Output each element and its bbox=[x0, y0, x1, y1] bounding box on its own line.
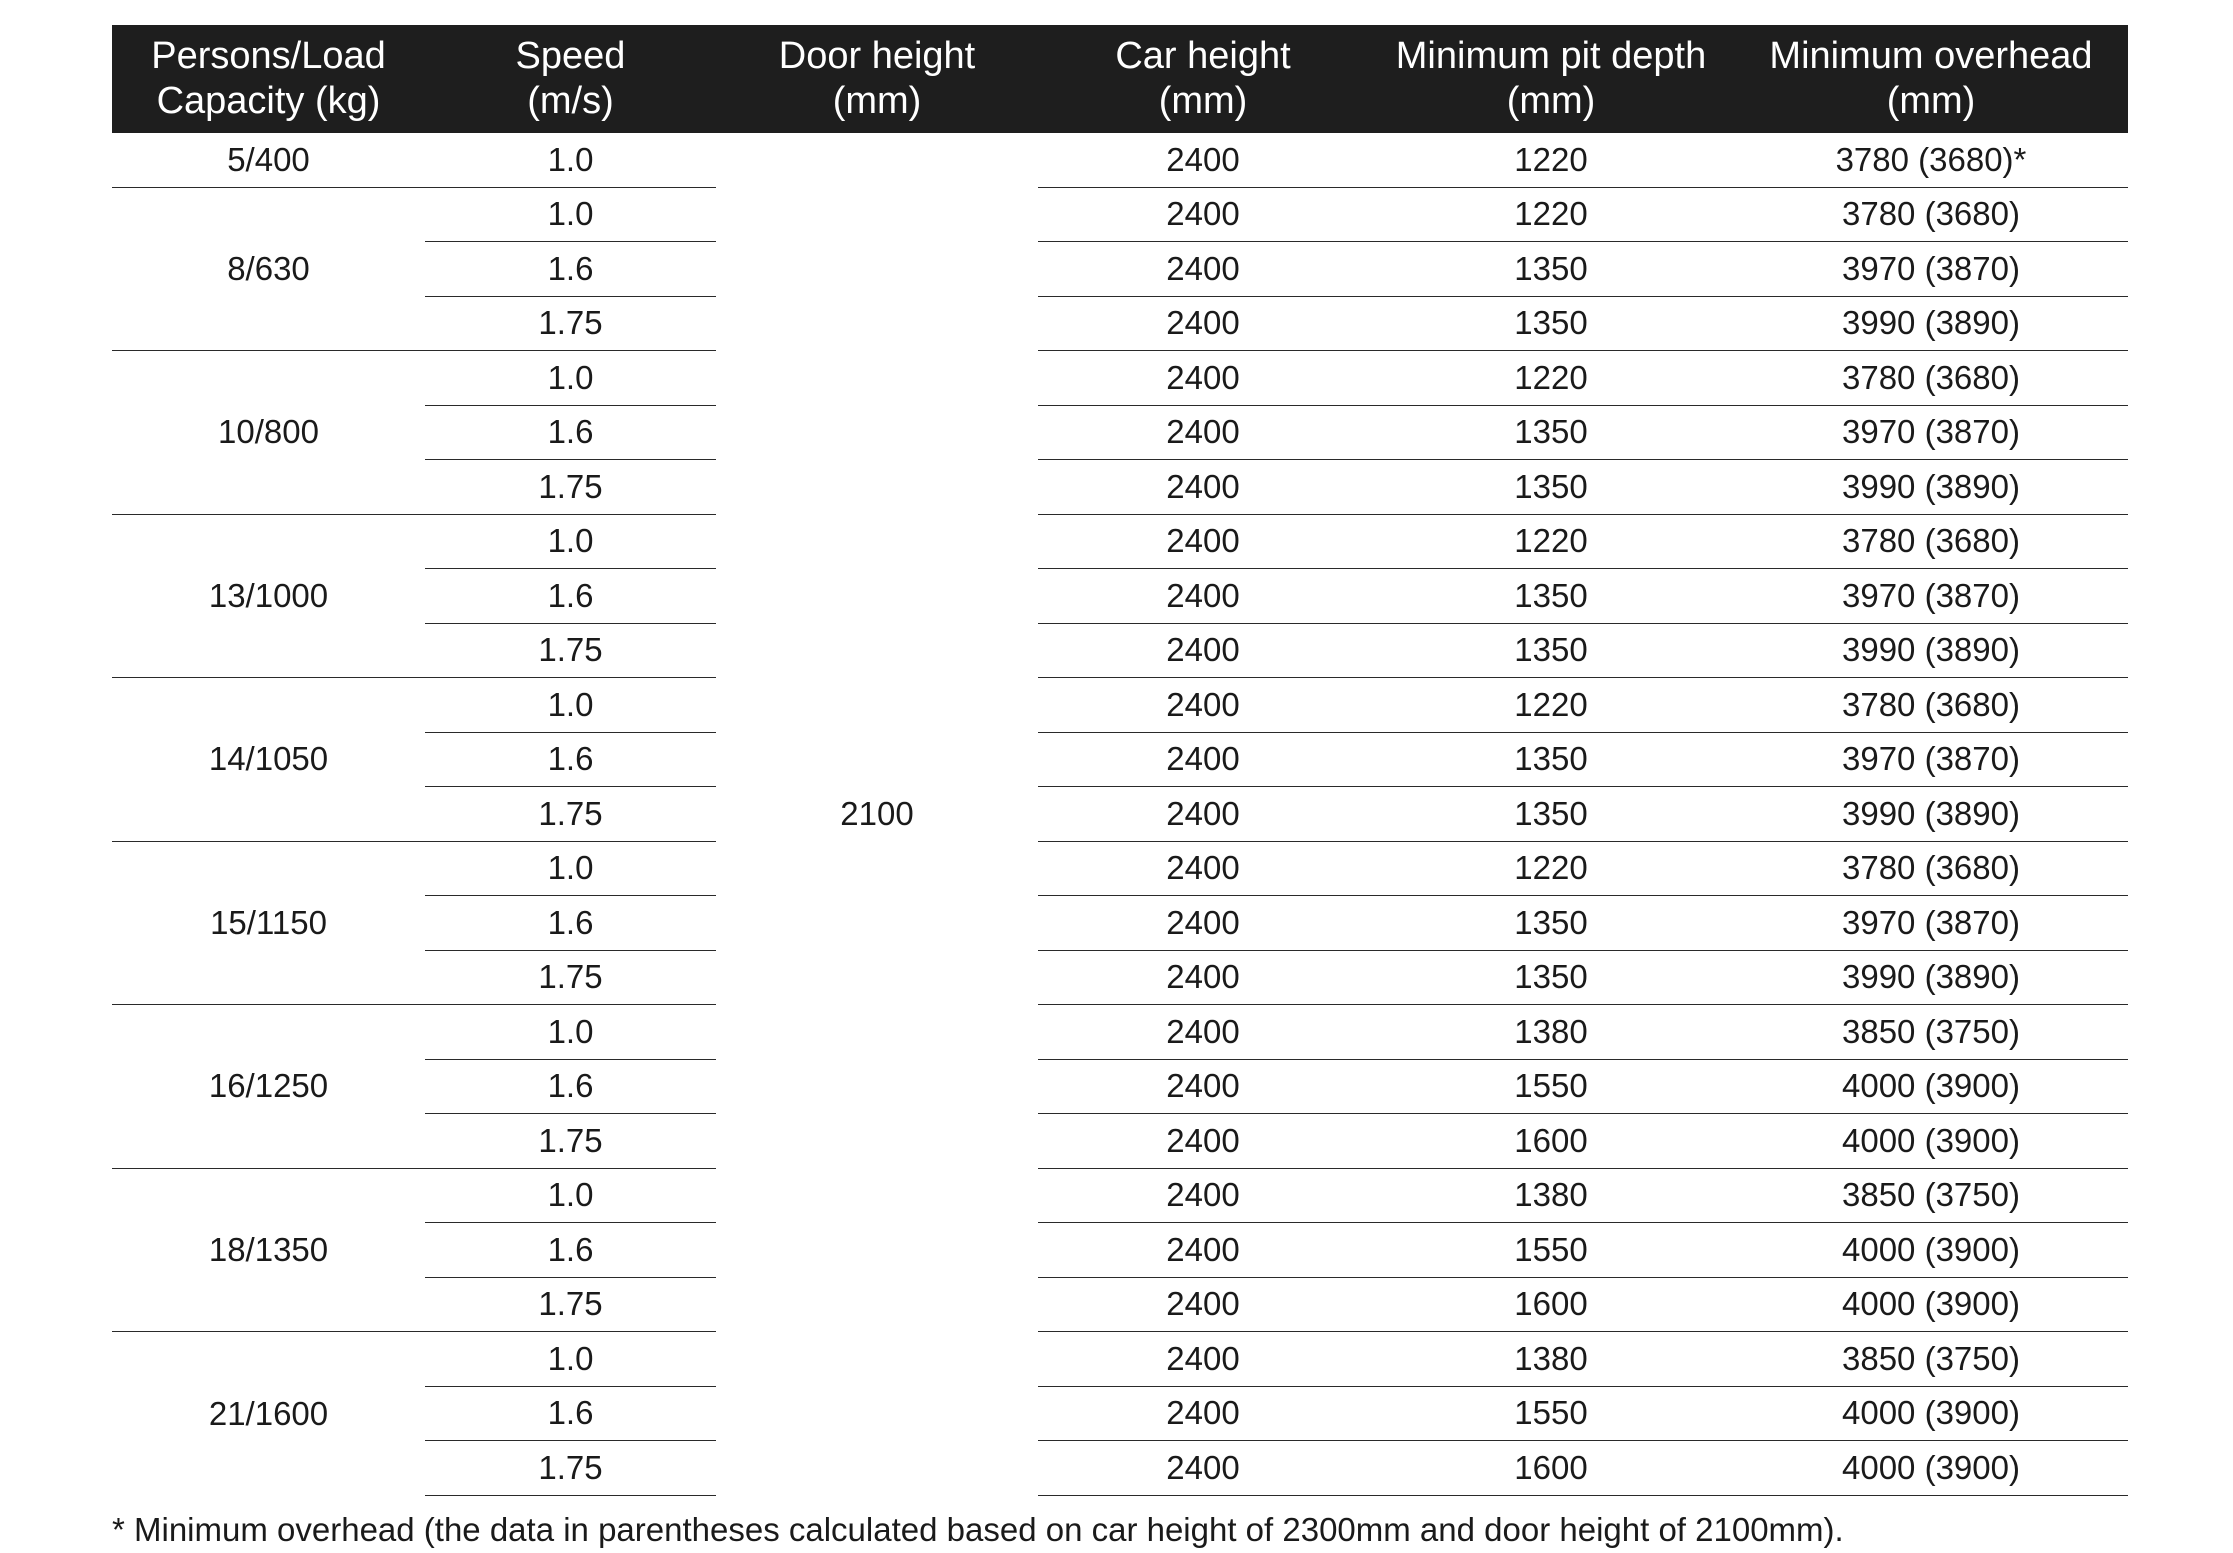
speed-cell: 1.0 bbox=[425, 1332, 716, 1387]
speed-cell: 1.6 bbox=[425, 896, 716, 951]
pit-depth-cell: 1380 bbox=[1368, 1168, 1734, 1223]
car-height-cell: 2400 bbox=[1038, 896, 1368, 951]
speed-cell: 1.0 bbox=[425, 187, 716, 242]
overhead-cell: 3970 (3870) bbox=[1734, 405, 2128, 460]
speed-cell: 1.0 bbox=[425, 1168, 716, 1223]
capacity-cell: 21/1600 bbox=[112, 1332, 425, 1496]
speed-cell: 1.0 bbox=[425, 1005, 716, 1060]
table-row bbox=[112, 1332, 2128, 1387]
speed-cell: 1.6 bbox=[425, 1059, 716, 1114]
header-pit-depth bbox=[1368, 25, 1734, 133]
speed-cell: 1.75 bbox=[425, 460, 716, 515]
table-row bbox=[112, 678, 2128, 733]
speed-cell: 1.0 bbox=[425, 514, 716, 569]
header-line: Car height bbox=[1115, 35, 1291, 77]
speed-cell: 1.0 bbox=[425, 841, 716, 896]
table-row bbox=[112, 841, 2128, 896]
header-overhead bbox=[1734, 25, 2128, 133]
car-height-cell: 2400 bbox=[1038, 623, 1368, 678]
header-line: (mm) bbox=[832, 80, 922, 122]
pit-depth-cell: 1350 bbox=[1368, 623, 1734, 678]
capacity-cell: 15/1150 bbox=[112, 841, 425, 1005]
header-speed bbox=[425, 25, 716, 133]
car-height-cell: 2400 bbox=[1038, 1441, 1368, 1496]
car-height-cell: 2400 bbox=[1038, 405, 1368, 460]
overhead-cell: 4000 (3900) bbox=[1734, 1114, 2128, 1169]
car-height-cell: 2400 bbox=[1038, 787, 1368, 842]
header-line: Minimum overhead bbox=[1769, 35, 2093, 77]
header-line: Persons/Load bbox=[151, 35, 386, 77]
header-car-height bbox=[1038, 25, 1368, 133]
car-height-cell: 2400 bbox=[1038, 732, 1368, 787]
capacity-cell: 10/800 bbox=[112, 351, 425, 515]
table-row bbox=[112, 187, 2128, 242]
header-line: (m/s) bbox=[527, 80, 614, 122]
overhead-cell: 4000 (3900) bbox=[1734, 1223, 2128, 1278]
car-height-cell: 2400 bbox=[1038, 296, 1368, 351]
pit-depth-cell: 1600 bbox=[1368, 1277, 1734, 1332]
pit-depth-cell: 1600 bbox=[1368, 1441, 1734, 1496]
car-height-cell: 2400 bbox=[1038, 1223, 1368, 1278]
pit-depth-cell: 1350 bbox=[1368, 460, 1734, 515]
overhead-cell: 4000 (3900) bbox=[1734, 1277, 2128, 1332]
pit-depth-cell: 1350 bbox=[1368, 732, 1734, 787]
overhead-cell: 3990 (3890) bbox=[1734, 787, 2128, 842]
speed-cell: 1.75 bbox=[425, 1441, 716, 1496]
car-height-cell: 2400 bbox=[1038, 351, 1368, 406]
header-line: Speed bbox=[515, 35, 626, 77]
pit-depth-cell: 1550 bbox=[1368, 1059, 1734, 1114]
speed-cell: 1.6 bbox=[425, 732, 716, 787]
header-door-height bbox=[716, 25, 1038, 133]
speed-cell: 1.6 bbox=[425, 242, 716, 297]
car-height-cell: 2400 bbox=[1038, 1277, 1368, 1332]
speed-cell: 1.0 bbox=[425, 351, 716, 406]
speed-cell: 1.75 bbox=[425, 950, 716, 1005]
capacity-cell: 5/400 bbox=[227, 140, 310, 178]
car-height-cell: 2400 bbox=[1038, 678, 1368, 733]
overhead-cell: 3990 (3890) bbox=[1734, 623, 2128, 678]
speed-cell: 1.75 bbox=[425, 787, 716, 842]
header-line: Capacity (kg) bbox=[156, 80, 381, 122]
speed-cell: 1.0 bbox=[547, 140, 594, 178]
speed-cell: 1.75 bbox=[425, 1114, 716, 1169]
speed-cell: 1.6 bbox=[425, 1223, 716, 1278]
overhead-cell: 3970 (3870) bbox=[1734, 569, 2128, 624]
overhead-cell: 3990 (3890) bbox=[1734, 950, 2128, 1005]
pit-depth-cell: 1550 bbox=[1368, 1386, 1734, 1441]
elevator-spec-table bbox=[112, 25, 2128, 1496]
overhead-cell: 3780 (3680) bbox=[1734, 514, 2128, 569]
header-capacity bbox=[112, 25, 425, 133]
table-header bbox=[112, 25, 2128, 133]
overhead-cell: 3780 (3680) bbox=[1734, 841, 2128, 896]
overhead-cell: 3780 (3680) bbox=[1734, 678, 2128, 733]
pit-depth-cell: 1380 bbox=[1368, 1332, 1734, 1387]
pit-depth-cell: 1220 bbox=[1368, 514, 1734, 569]
car-height-cell: 2400 bbox=[1038, 1059, 1368, 1114]
pit-depth-cell: 1220 bbox=[1368, 351, 1734, 406]
table-row bbox=[112, 514, 2128, 569]
pit-depth-cell: 1220 bbox=[1368, 678, 1734, 733]
pit-depth-cell: 1350 bbox=[1368, 296, 1734, 351]
car-height-cell: 2400 bbox=[1038, 1168, 1368, 1223]
table-body bbox=[112, 133, 2128, 1495]
capacity-cell: 18/1350 bbox=[112, 1168, 425, 1332]
header-line: Door height bbox=[778, 35, 976, 77]
speed-cell: 1.6 bbox=[425, 1386, 716, 1441]
door-height-cell: 2100 bbox=[840, 795, 914, 832]
header-row bbox=[112, 25, 2128, 133]
pit-depth-cell: 1350 bbox=[1368, 569, 1734, 624]
overhead-cell: 3850 (3750) bbox=[1734, 1332, 2128, 1387]
car-height-cell: 2400 bbox=[1038, 1332, 1368, 1387]
overhead-cell: 4000 (3900) bbox=[1734, 1441, 2128, 1496]
car-height-cell: 2400 bbox=[1038, 841, 1368, 896]
overhead-cell: 3990 (3890) bbox=[1734, 460, 2128, 515]
pit-depth-cell: 1220 bbox=[1368, 841, 1734, 896]
header-line: (mm) bbox=[1886, 80, 1976, 122]
pit-depth-cell: 1350 bbox=[1368, 787, 1734, 842]
car-height-cell: 2400 bbox=[1038, 514, 1368, 569]
pit-depth-cell: 1350 bbox=[1368, 405, 1734, 460]
speed-cell: 1.75 bbox=[425, 623, 716, 678]
capacity-cell: 8/630 bbox=[112, 187, 425, 351]
overhead-cell: 4000 (3900) bbox=[1734, 1386, 2128, 1441]
overhead-cell: 3970 (3870) bbox=[1734, 242, 2128, 297]
pit-depth-cell: 1380 bbox=[1368, 1005, 1734, 1060]
car-height-cell: 2400 bbox=[1038, 569, 1368, 624]
pit-depth-cell: 1550 bbox=[1368, 1223, 1734, 1278]
car-height-cell: 2400 bbox=[1038, 1386, 1368, 1441]
overhead-cell: 3780 (3680) bbox=[1734, 351, 2128, 406]
overhead-cell: 3990 (3890) bbox=[1734, 296, 2128, 351]
table-row bbox=[112, 133, 2128, 187]
overhead-cell: 4000 (3900) bbox=[1734, 1059, 2128, 1114]
overhead-cell: 3780 (3680)* bbox=[1835, 140, 2027, 178]
overhead-cell: 3780 (3680) bbox=[1734, 187, 2128, 242]
capacity-cell: 16/1250 bbox=[112, 1005, 425, 1169]
header-line: (mm) bbox=[1158, 80, 1248, 122]
pit-depth-cell: 1350 bbox=[1368, 896, 1734, 951]
pit-depth-cell: 1600 bbox=[1368, 1114, 1734, 1169]
table-row bbox=[112, 1168, 2128, 1223]
overhead-cell: 3850 (3750) bbox=[1734, 1168, 2128, 1223]
overhead-cell: 3850 (3750) bbox=[1734, 1005, 2128, 1060]
car-height-cell: 2400 bbox=[1038, 950, 1368, 1005]
speed-cell: 1.75 bbox=[425, 296, 716, 351]
pit-depth-cell: 1220 bbox=[1514, 140, 1588, 178]
overhead-cell: 3970 (3870) bbox=[1734, 896, 2128, 951]
header-line: Minimum pit depth bbox=[1395, 35, 1707, 77]
car-height-cell: 2400 bbox=[1166, 140, 1240, 178]
footnote: * Minimum overhead (the data in parentheses calculated based on car height of 2300mm and door height of 2100mm). bbox=[112, 1510, 1844, 1548]
car-height-cell: 2400 bbox=[1038, 242, 1368, 297]
speed-cell: 1.75 bbox=[425, 1277, 716, 1332]
table-row bbox=[112, 1005, 2128, 1060]
car-height-cell: 2400 bbox=[1038, 1114, 1368, 1169]
car-height-cell: 2400 bbox=[1038, 187, 1368, 242]
speed-cell: 1.0 bbox=[425, 678, 716, 733]
header-line: (mm) bbox=[1506, 80, 1596, 122]
spec-sheet bbox=[112, 25, 2128, 1550]
pit-depth-cell: 1350 bbox=[1368, 950, 1734, 1005]
capacity-cell: 13/1000 bbox=[112, 514, 425, 678]
capacity-cell: 14/1050 bbox=[112, 678, 425, 842]
table-row bbox=[112, 351, 2128, 406]
overhead-cell: 3970 (3870) bbox=[1734, 732, 2128, 787]
pit-depth-cell: 1220 bbox=[1368, 187, 1734, 242]
speed-cell: 1.6 bbox=[425, 569, 716, 624]
speed-cell: 1.6 bbox=[425, 405, 716, 460]
pit-depth-cell: 1350 bbox=[1368, 242, 1734, 297]
car-height-cell: 2400 bbox=[1038, 460, 1368, 515]
car-height-cell: 2400 bbox=[1038, 1005, 1368, 1060]
